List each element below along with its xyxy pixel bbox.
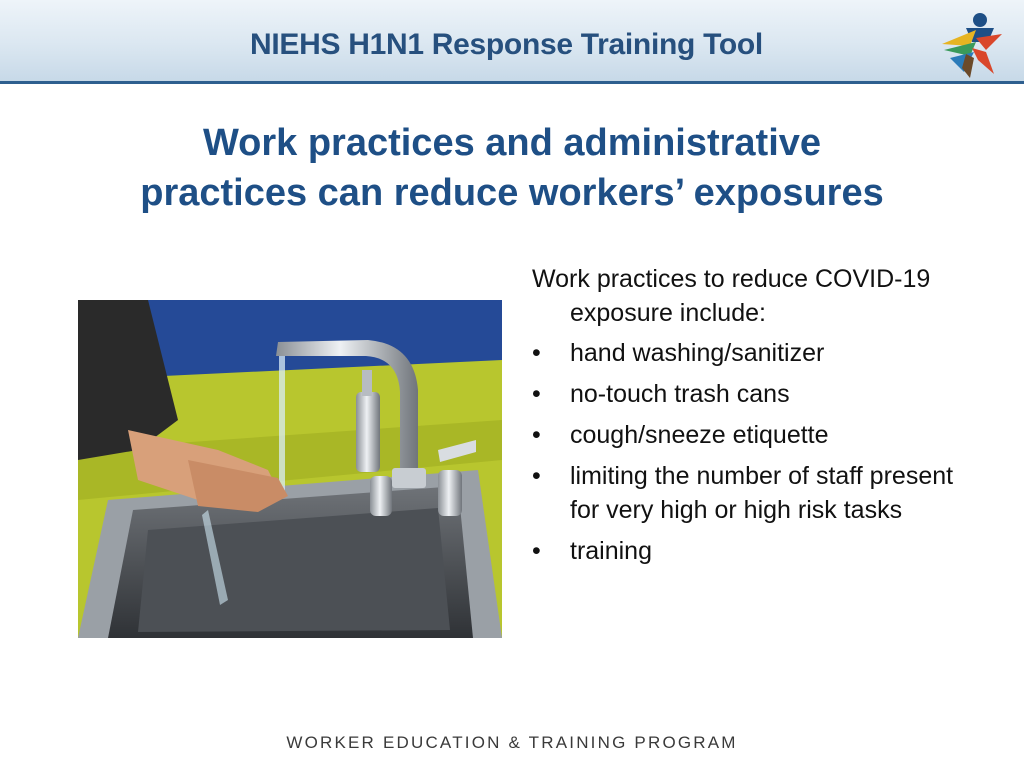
handwashing-sink-photo — [78, 300, 502, 638]
bullet-icon: • — [532, 380, 541, 408]
header-band — [0, 0, 1024, 84]
slide-title — [60, 118, 964, 218]
bullet-icon: • — [532, 537, 541, 565]
header-title: NIEHS H1N1 Response Training Tool — [250, 28, 763, 61]
list-item: • limiting the number of staff present for very high or high risk tasks — [532, 459, 972, 527]
list-item: • cough/sneeze etiquette — [532, 418, 972, 452]
list-item: • no-touch trash cans — [532, 377, 972, 411]
footer-program-name: WORKER EDUCATION & TRAINING PROGRAM — [286, 733, 738, 752]
list-item: • hand washing/sanitizer — [532, 336, 972, 370]
content-intro: Work practices to reduce COVID-19 exposure include: — [532, 265, 931, 327]
content-text — [532, 262, 972, 575]
list-item: • training — [532, 534, 972, 568]
bullet-icon: • — [532, 462, 541, 490]
slide-title-line-1: Work practices and administrative — [202, 122, 822, 164]
bullet-icon: • — [532, 339, 541, 367]
bullet-icon: • — [532, 421, 541, 449]
slide-title-line-2: practices can reduce workers’ exposures — [140, 172, 884, 214]
worker-education-star-logo-icon — [936, 8, 1008, 80]
bullet-list — [532, 336, 972, 568]
